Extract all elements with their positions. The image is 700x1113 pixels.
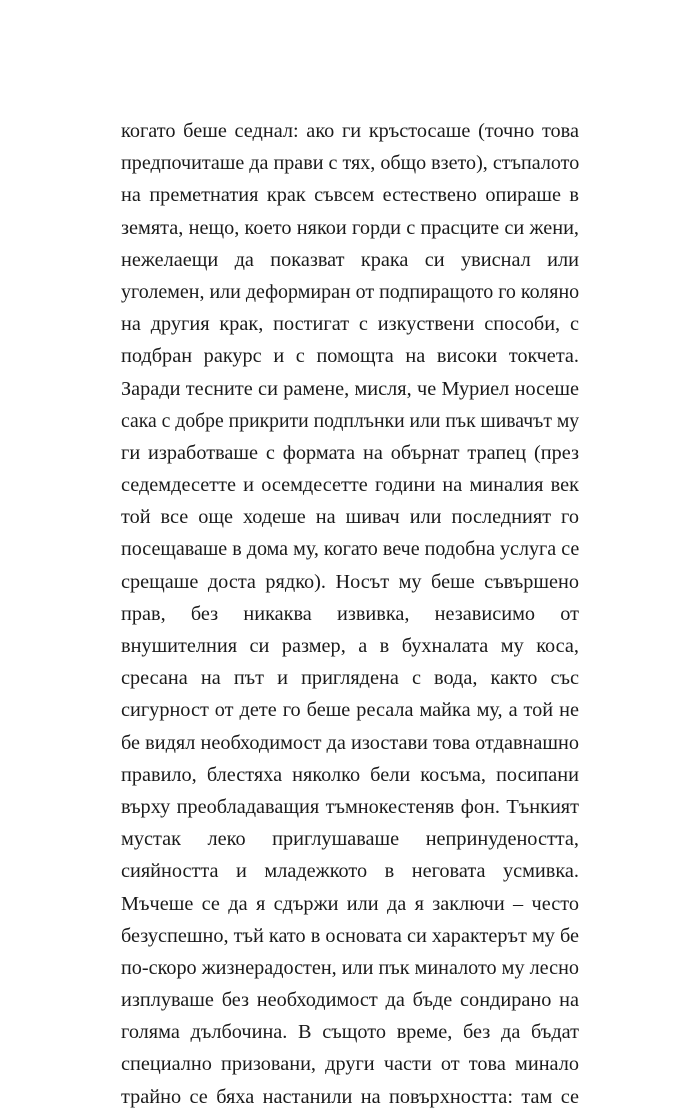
text-line: предпочиташе да прави с тях, общо взето), стъпалото	[121, 152, 580, 175]
text-line: той все още ходеше на шивач или последният го	[121, 506, 579, 529]
text-line: сака с добре прикрити подплънки или пък шивачът му	[121, 409, 580, 432]
text-line: когато беше седнал: ако ги кръстосаше (точно това	[121, 120, 579, 142]
text-line: ги изработваше с формата на обърнат трапец (през	[121, 441, 579, 464]
text-line: голяма дълбочина. В същото време, без да бъдат	[121, 1021, 579, 1044]
text-line: прав, без никаква извивка, независимо от	[121, 602, 579, 625]
text-line: нежелаещи да показват крака си увиснал или	[121, 248, 579, 271]
body-text	[121, 115, 579, 1113]
text-line: специално призовани, други части от това минало	[121, 1053, 579, 1076]
text-line: сресана на път и приглядена с вода, както със	[121, 667, 579, 690]
text-line: на другия крак, постигат с изкуствени способи, с	[121, 313, 579, 336]
text-line: срещаше доста рядко). Носът му беше съвършено	[121, 570, 579, 593]
text-line: подбран ракурс и с помощта на високи токчета.	[121, 345, 579, 368]
text-line: правило, блестяха няколко бели косъма, посипани	[121, 763, 579, 786]
text-line: посещаваше в дома му, когато вече подобна услуга се	[121, 538, 580, 561]
text-line: сияйността и младежкото в неговата усмивка.	[121, 860, 579, 883]
text-line: изплуваше без необходимост да бъде сондирано на	[121, 989, 579, 1012]
text-line: уголемен, или деформиран от подпиращото го коляно	[121, 280, 580, 303]
text-line: Мъчеше се да я сдържи или да я заключи – често	[121, 892, 579, 915]
text-line: седемдесетте и осемдесетте години на миналия век	[121, 474, 579, 497]
text-line: върху преобладаващия тъмнокестеняв фон. Тънкият	[121, 795, 579, 818]
text-line: на преметнатия крак съвсем естествено опираше в	[121, 184, 579, 207]
text-line: Заради тесните си рамене, мисля, че Муриел носеше	[121, 377, 579, 400]
text-line: сигурност от дете го беше ресала майка му, а той не	[121, 699, 579, 722]
text-line: по-скоро жизнерадостен, или пък миналото му лесно	[121, 956, 579, 979]
text-line: мустак леко приглушаваше непринудеността,	[121, 828, 579, 851]
text-line: трайно се бяха настанили на повърхността: там се	[121, 1085, 579, 1108]
text-line: бе видял необходимост да изостави това отдавнашно	[121, 731, 579, 754]
text-line: безуспешно, тъй като в основата си характерът му бе	[121, 924, 580, 947]
text-line: земята, нещо, което някои горди с прасците си жени,	[121, 216, 579, 239]
text-line: внушителния си размер, а в бухналата му коса,	[121, 635, 579, 657]
